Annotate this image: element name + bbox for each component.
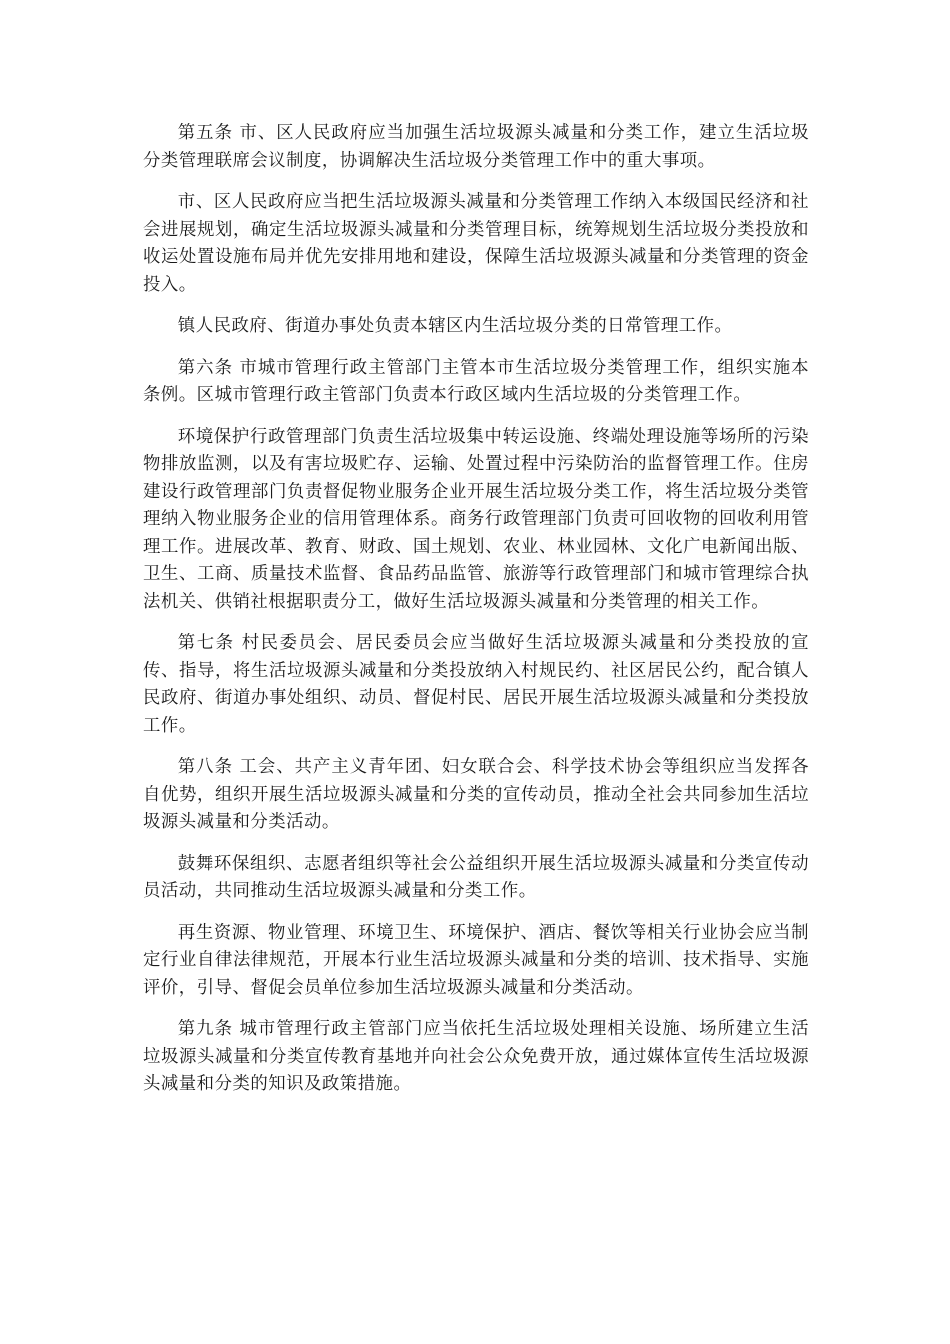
article-5-clause-3-paragraph: 镇人民政府、街道办事处负责本辖区内生活垃圾分类的日常管理工作。 [177, 316, 733, 336]
article-5-paragraph: 第五条 市、区人民政府应当加强生活垃圾源头减量和分类工作，建立生活垃圾分类管理联席会议制度，协调解决生活垃圾分类管理工作中的重大事项。 [143, 123, 809, 171]
article-6-clause-2-paragraph: 环境保护行政管理部门负责生活垃圾集中转运设施、终端处理设施等场所的污染物排放监测，以及有害垃圾贮存、运输、处置过程中污染防治的监督管理工作。住房建设行政管理部门负责督促物业服务企业开展生活垃圾分类工作，将生活垃圾分类管理纳入物业服务企业的信用管理体系。商务行政管理部门负责可回收物的回收利用管理工作。进展改革、教育、财政、国土规划、农业、林业园林、文化广电新闻出版、卫生、工商、质量技术监督、食品药品监管、旅游等行政管理部门和城市管理综合执法机关、供销社根据职责分工，做好生活垃圾源头减量和分类管理的相关工作。 [143, 426, 809, 612]
article-7-paragraph: 第七条 村民委员会、居民委员会应当做好生活垃圾源头减量和分类投放的宣传、指导，将生活垃圾源头减量和分类投放纳入村规民约、社区居民公约，配合镇人民政府、街道办事处组织、动员、督促村民、居民开展生活垃圾源头减量和分类投放工作。 [143, 633, 809, 736]
article-5-clause-2-paragraph: 市、区人民政府应当把生活垃圾源头减量和分类管理工作纳入本级国民经济和社会进展规划，确定生活垃圾源头减量和分类管理目标，统筹规划生活垃圾分类投放和收运处置设施布局并优先安排用地和建设，保障生活垃圾源头减量和分类管理的资金投入。 [143, 192, 809, 295]
article-9-paragraph: 第九条 城市管理行政主管部门应当依托生活垃圾处理相关设施、场所建立生活垃圾源头减量和分类宣传教育基地并向社会公众免费开放，通过媒体宣传生活垃圾源头减量和分类的知识及政策措施。 [143, 1019, 809, 1094]
article-6-paragraph: 第六条 市城市管理行政主管部门主管本市生活垃圾分类管理工作，组织实施本条例。区城市管理行政主管部门负责本行政区域内生活垃圾的分类管理工作。 [143, 357, 809, 405]
article-8-clause-3-paragraph: 再生资源、物业管理、环境卫生、环境保护、酒店、餐饮等相关行业协会应当制定行业自律法律规范，开展本行业生活垃圾源头减量和分类的培训、技术指导、实施评价，引导、督促会员单位参加生活垃圾源头减量和分类活动。 [143, 922, 809, 998]
document-body [143, 120, 809, 1113]
article-8-clause-2-paragraph: 鼓舞环保组织、志愿者组织等社会公益组织开展生活垃圾源头减量和分类宣传动员活动，共同推动生活垃圾源头减量和分类工作。 [143, 853, 809, 901]
article-8-paragraph: 第八条 工会、共产主义青年团、妇女联合会、科学技术协会等组织应当发挥各自优势，组织开展生活垃圾源头减量和分类的宣传动员，推动全社会共同参加生活垃圾源头减量和分类活动。 [143, 757, 809, 832]
